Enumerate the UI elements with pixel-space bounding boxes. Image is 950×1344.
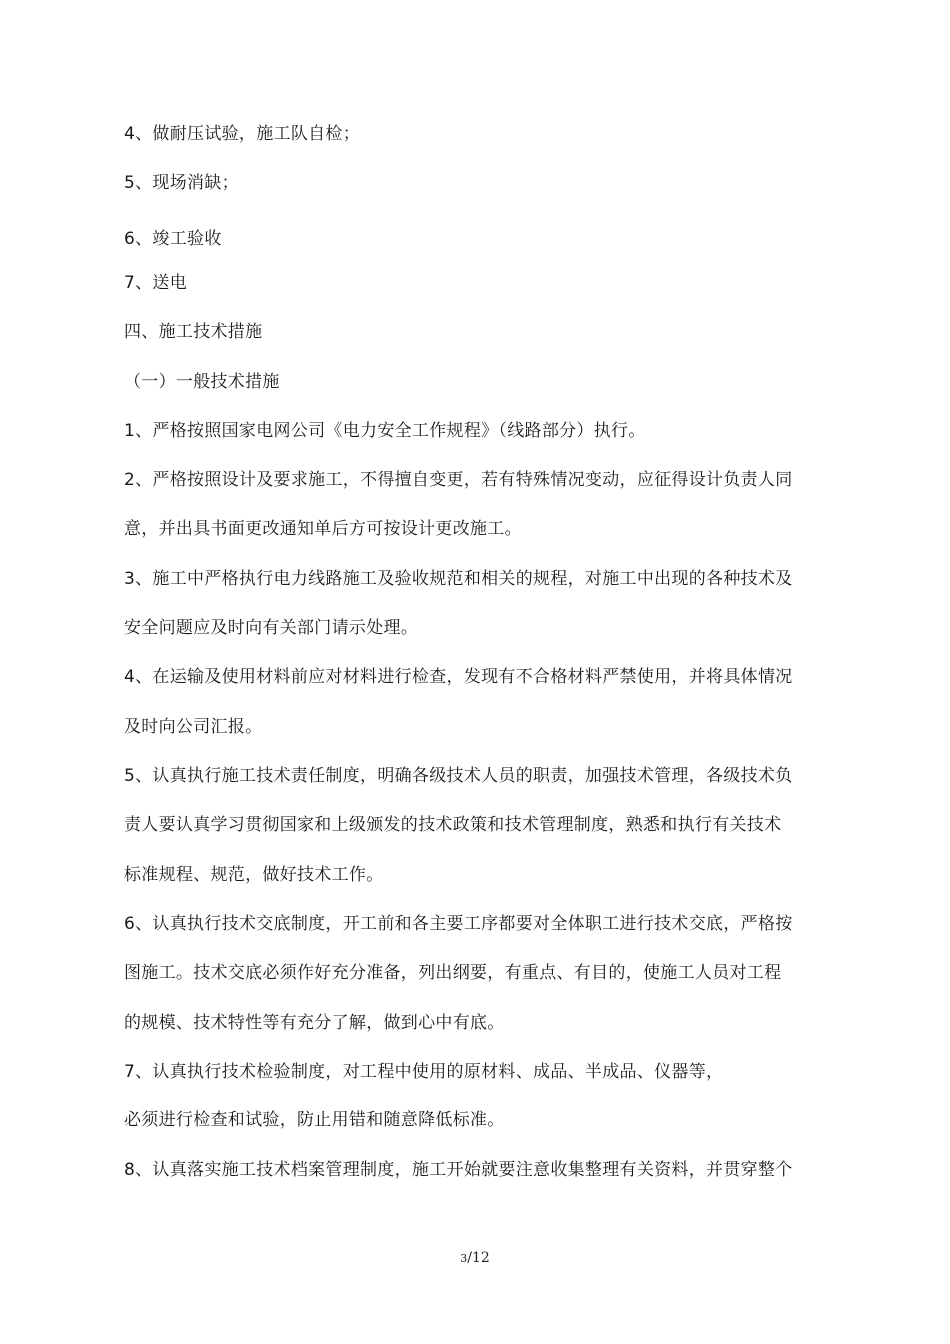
text-line: 意，并出具书面更改通知单后方可按设计更改施工。 [124, 519, 522, 539]
page-total: /12 [467, 1250, 490, 1266]
text-line: 6、认真执行技术交底制度，开工前和各主要工序都要对全体职工进行技术交底，严格按 [124, 914, 793, 934]
section-heading: 四、施工技术措施 [124, 322, 263, 342]
text-line: 3、施工中严格执行电力线路施工及验收规范和相关的规程，对施工中出现的各种技术及 [124, 569, 793, 589]
text-line: 4、做耐压试验，施工队自检； [124, 124, 361, 144]
text-line: 及时向公司汇报。 [124, 717, 263, 737]
text-line: 8、认真落实施工技术档案管理制度，施工开始就要注意收集整理有关资料，并贯穿整个 [124, 1160, 793, 1180]
text-line: 责人要认真学习贯彻国家和上级颁发的技术政策和技术管理制度，熟悉和执行有关技术 [124, 815, 782, 835]
text-line: 5、认真执行施工技术责任制度，明确各级技术人员的职责，加强技术管理，各级技术负 [124, 766, 793, 786]
text-line: 5、现场消缺； [124, 173, 239, 193]
text-line: 7、送电 [124, 273, 188, 293]
text-line: 6、竣工验收 [124, 229, 222, 249]
text-line: 标准规程、规范，做好技术工作。 [124, 865, 384, 885]
text-line: 图施工。技术交底必须作好充分准备，列出纲要，有重点、有目的，使施工人员对工程 [124, 963, 782, 983]
subsection-heading: （一）一般技术措施 [124, 372, 280, 392]
text-line: 的规模、技术特性等有充分了解，做到心中有底。 [124, 1013, 505, 1033]
text-line: 安全问题应及时向有关部门请示处理。 [124, 618, 419, 638]
text-line: 4、在运输及使用材料前应对材料进行检查，发现有不合格材料严禁使用，并将具体情况 [124, 667, 793, 687]
text-line: 必须进行检查和试验，防止用错和随意降低标准。 [124, 1110, 505, 1130]
text-line: 7、认真执行技术检验制度，对工程中使用的原材料、成品、半成品、仪器等， [124, 1062, 724, 1082]
page-number [0, 1250, 950, 1266]
text-line: 1、严格按照国家电网公司《电力安全工作规程》（线路部分）执行。 [124, 421, 646, 441]
page-current: 3 [460, 1252, 468, 1265]
text-line: 2、严格按照设计及要求施工，不得擅自变更，若有特殊情况变动，应征得设计负责人同 [124, 470, 793, 490]
